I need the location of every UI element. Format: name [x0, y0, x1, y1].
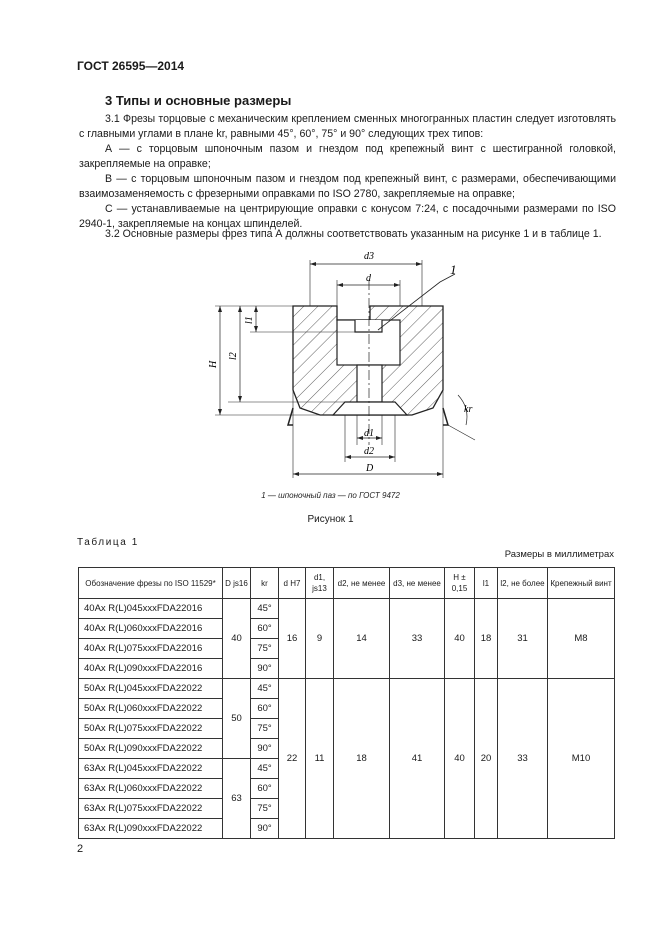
cell-D: 63	[223, 759, 251, 839]
cell-l2: 33	[498, 679, 548, 839]
cell-screw: М10	[548, 679, 615, 839]
paragraph-type-c: С — устанавливаемые на центрирующие оправки с конусом 7:24, с посадочными размерами по ISO 2940-1, закрепляемые на концах шпинделей.	[79, 203, 616, 230]
counterbore	[333, 402, 407, 415]
cell-kr: 90°	[251, 739, 279, 759]
lower-bore	[357, 365, 382, 402]
cell-designation: 63Ax R(L)090xxxFDA22022	[79, 819, 223, 839]
label-d2: d2	[364, 446, 374, 457]
cell-kr: 75°	[251, 799, 279, 819]
standard-designation: ГОСТ 26595—2014	[77, 59, 185, 73]
paragraph-3-1: 3.1 Фрезы торцовые с механическим креплением сменных многогранных пластин следует изготовлять с главными углами в плане kr, равными 45°, 60°, 75° и 90° следующих трех типов:	[79, 113, 616, 140]
header-H: H ± 0,15	[445, 568, 475, 599]
cell-D: 50	[223, 679, 251, 759]
cell-H: 40	[445, 599, 475, 679]
table-label: Таблица 1	[77, 537, 139, 548]
cell-kr: 75°	[251, 639, 279, 659]
cell-designation: 63Ax R(L)045xxxFDA22022	[79, 759, 223, 779]
cell-l2: 31	[498, 599, 548, 679]
cell-d3: 41	[390, 679, 445, 839]
cell-kr: 60°	[251, 779, 279, 799]
section-title: 3 Типы и основные размеры	[105, 93, 292, 108]
cell-D: 40	[223, 599, 251, 679]
label-callout: 1	[450, 262, 457, 277]
table-header-row	[79, 568, 615, 599]
figure-caption: Рисунок 1	[307, 514, 354, 525]
paragraph-type-b: В — с торцовым шпоночным пазом и гнездом под крепежный винт, с размерами, обеспечивающими взаимозаменяемость с фрезерными оправками по ISO 2780, закрепляемые на оправке;	[79, 173, 616, 200]
cell-d1: 11	[306, 679, 334, 839]
cell-screw: М8	[548, 599, 615, 679]
label-l1: l1	[244, 316, 255, 324]
cell-designation: 63Ax R(L)075xxxFDA22022	[79, 799, 223, 819]
cell-designation: 50Ax R(L)090xxxFDA22022	[79, 739, 223, 759]
insert-left	[288, 408, 293, 425]
label-kr: kr	[464, 404, 473, 415]
cell-d1: 9	[306, 599, 334, 679]
header-l1: l1	[475, 568, 498, 599]
cell-d2: 18	[334, 679, 390, 839]
dimensions-table	[78, 567, 615, 839]
page-number: 2	[77, 843, 84, 855]
label-d: d	[366, 273, 371, 284]
cell-designation: 40Ax R(L)075xxxFDA22016	[79, 639, 223, 659]
cell-designation: 63Ax R(L)060xxxFDA22022	[79, 779, 223, 799]
cutter-drawing	[200, 240, 490, 490]
cell-kr: 45°	[251, 679, 279, 699]
label-D: D	[366, 463, 374, 474]
key-slot-notch	[355, 320, 382, 332]
cell-kr: 45°	[251, 599, 279, 619]
cell-d: 22	[279, 679, 306, 839]
header-d: d H7	[279, 568, 306, 599]
cell-l1: 20	[475, 679, 498, 839]
cell-kr: 60°	[251, 699, 279, 719]
cell-l1: 18	[475, 599, 498, 679]
header-designation: Обозначение фрезы по ISO 11529*	[79, 568, 223, 599]
header-d1: d1, js13	[306, 568, 334, 599]
header-screw: Крепежный винт	[548, 568, 615, 599]
table-units: Размеры в миллиметрах	[504, 549, 614, 560]
header-d2: d2, не менее	[334, 568, 390, 599]
cell-kr: 90°	[251, 819, 279, 839]
cell-kr: 75°	[251, 719, 279, 739]
paragraph-type-a: А — с торцовым шпоночным пазом и гнездом под крепежный винт с шестигранной головкой, закрепляемые на оправке;	[79, 143, 616, 170]
header-kr: kr	[251, 568, 279, 599]
label-l2: l2	[228, 352, 239, 360]
cell-designation: 50Ax R(L)075xxxFDA22022	[79, 719, 223, 739]
cell-kr: 90°	[251, 659, 279, 679]
cell-designation: 40Ax R(L)090xxxFDA22016	[79, 659, 223, 679]
paragraph-3-2: 3.2 Основные размеры фрез типа А должны соответствовать указанным на рисунке 1 и в таблице 1.	[105, 228, 602, 240]
cell-designation: 40Ax R(L)045xxxFDA22016	[79, 599, 223, 619]
label-d1: d1	[364, 428, 374, 439]
figure-note: 1 — шпоночный паз — по ГОСТ 9472	[261, 491, 400, 500]
table-row	[79, 599, 615, 619]
cell-designation: 50Ax R(L)060xxxFDA22022	[79, 699, 223, 719]
cell-d: 16	[279, 599, 306, 679]
insert-right	[443, 408, 448, 425]
cell-d3: 33	[390, 599, 445, 679]
header-d3: d3, не менее	[390, 568, 445, 599]
table-row	[79, 679, 615, 699]
cell-H: 40	[445, 679, 475, 839]
label-d3: d3	[364, 251, 374, 262]
header-l2: l2, не более	[498, 568, 548, 599]
cell-designation: 40Ax R(L)060xxxFDA22016	[79, 619, 223, 639]
cell-d2: 14	[334, 599, 390, 679]
cell-designation: 50Ax R(L)045xxxFDA22022	[79, 679, 223, 699]
cell-kr: 45°	[251, 759, 279, 779]
label-H: H	[208, 360, 219, 368]
cell-kr: 60°	[251, 619, 279, 639]
header-D: D js16	[223, 568, 251, 599]
